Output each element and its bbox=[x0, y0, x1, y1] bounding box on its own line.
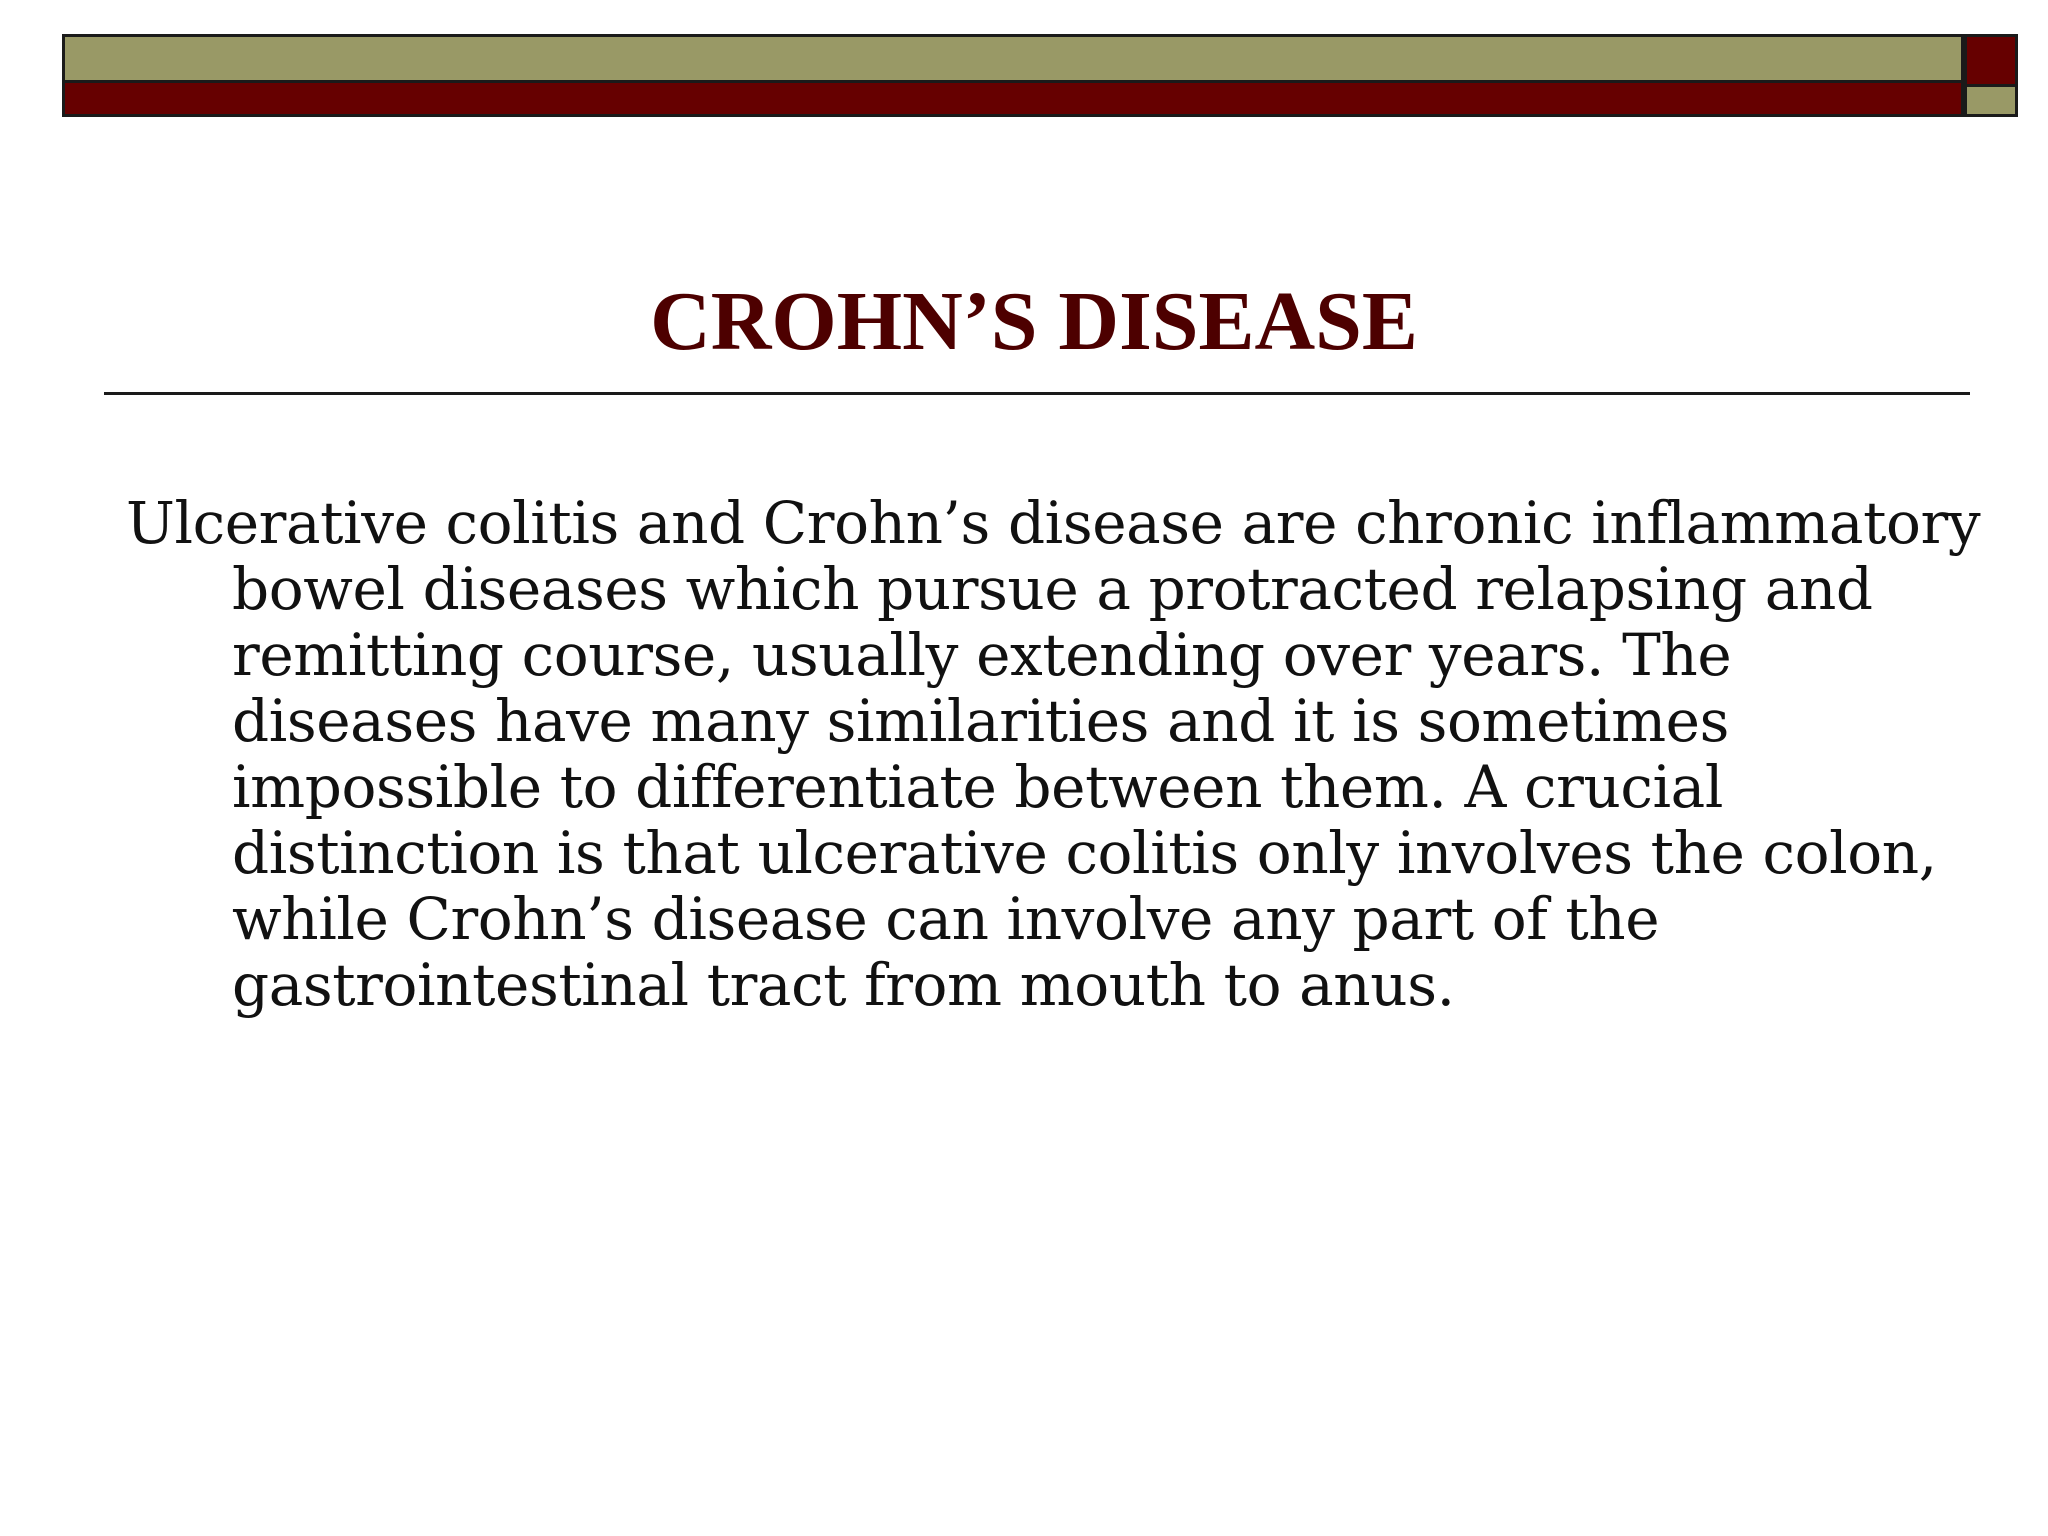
header-bar-olive bbox=[62, 34, 1964, 83]
header-bar-maroon bbox=[62, 83, 1964, 117]
slide-title: CROHN’S DISEASE bbox=[650, 275, 1418, 368]
slide-body-paragraph: Ulcerative colitis and Crohn’s disease are chronic inflammatory bowel diseases which pursue a protracted relapsing and remitting course, usually extending over years. The diseases have many similarities and it is sometimes impossible to differentiate between them. A crucial distinction is that ulcerative colitis only involves the colon, while Crohn’s disease can involve any part of the gastrointestinal tract from mouth to anus. bbox=[126, 489, 1981, 1019]
title-divider bbox=[104, 392, 1970, 395]
header-corner-block-maroon bbox=[1964, 34, 2018, 87]
header-corner-block-olive bbox=[1964, 87, 2018, 117]
